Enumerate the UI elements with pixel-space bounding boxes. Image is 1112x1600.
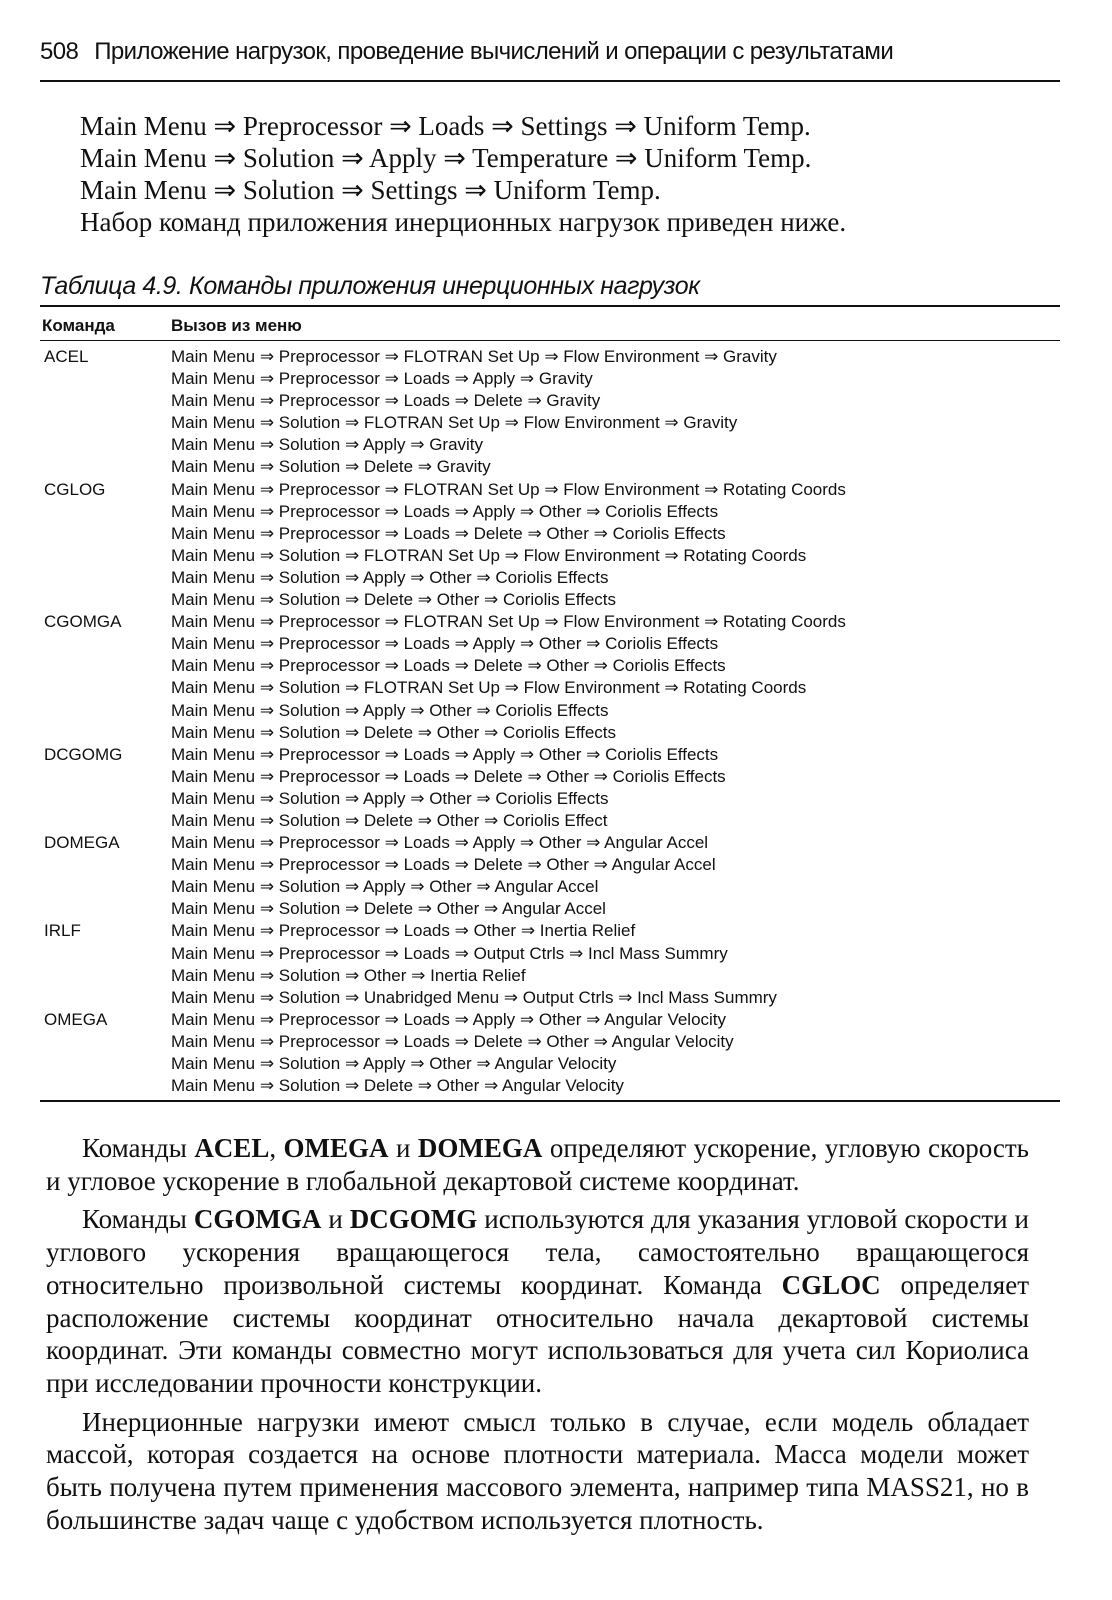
menu-paths-cell: [171, 920, 1060, 1008]
command-cell: DCGOMG: [44, 744, 123, 764]
running-header: [40, 38, 1060, 66]
command-cell: DOMEGA: [44, 833, 120, 853]
menu-path: Main Menu ⇒ Solution ⇒ Delete ⇒ Other ⇒ Angular Velocity: [171, 1076, 624, 1096]
table-caption: Таблица 4.9. Команды приложения инерционных нагрузок: [40, 272, 700, 300]
menu-path: Main Menu ⇒ Preprocessor ⇒ Loads ⇒ Delete ⇒ Other ⇒ Coriolis Effects: [171, 523, 726, 543]
text-run: ,: [269, 1133, 284, 1163]
table-top-rule: [40, 305, 1060, 307]
menu-path: Main Menu ⇒ Preprocessor ⇒ Loads ⇒ Apply ⇒ Gravity: [171, 369, 593, 389]
command-cell: CGLOG: [44, 479, 106, 499]
table-body: [40, 346, 1060, 1097]
menu-paths-cell: [171, 346, 1060, 479]
table-row: [40, 611, 1060, 744]
uniform-temp-menu-paths: [80, 110, 1040, 238]
column-header-command: Команда: [42, 316, 115, 335]
menu-path: Main Menu ⇒ Solution ⇒ Unabridged Menu ⇒ Output Ctrls ⇒ Incl Mass Summry: [171, 987, 777, 1007]
command-cell: ACEL: [44, 347, 89, 366]
menu-path: Main Menu ⇒ Preprocessor ⇒ FLOTRAN Set Up ⇒ Flow Environment ⇒ Rotating Coords: [171, 612, 846, 632]
menu-path: Main Menu ⇒ Preprocessor ⇒ Loads ⇒ Apply ⇒ Other ⇒ Angular Velocity: [171, 1009, 727, 1029]
text-run: используются для указания угловой скорости и углового ускорения вращающегося тела, самостоятельно вращающегося относительно произвольной системы координат. Команда: [46, 1204, 1029, 1300]
menu-paths-cell: [171, 1009, 1060, 1097]
command-cell: OMEGA: [44, 1009, 108, 1029]
menu-path: Main Menu ⇒ Solution ⇒ Apply ⇒ Other ⇒ Coriolis Effects: [171, 567, 609, 587]
menu-path: Main Menu ⇒ Preprocessor ⇒ Loads ⇒ Delete ⇒ Other ⇒ Coriolis Effects: [171, 766, 726, 786]
text-run: определяют ускорение, угловую скорость и угловое ускорение в глобальной декартовой системе координат.: [46, 1133, 1029, 1196]
table-row: [40, 346, 1060, 479]
menu-paths-cell: [171, 832, 1060, 920]
menu-path: Main Menu ⇒ Solution ⇒ Delete ⇒ Other ⇒ Coriolis Effects: [171, 722, 617, 742]
menu-path: Main Menu ⇒ Preprocessor ⇒ Loads ⇒ Delete ⇒ Other ⇒ Angular Velocity: [171, 1031, 734, 1051]
menu-path: Main Menu ⇒ Preprocessor ⇒ Loads ⇒ Apply ⇒ Other ⇒ Angular Accel: [171, 833, 709, 853]
command-cell: IRLF: [44, 921, 81, 941]
menu-path-line: Main Menu ⇒ Solution ⇒ Settings ⇒ Uniform Temp.: [80, 175, 661, 205]
menu-path: Main Menu ⇒ Solution ⇒ Apply ⇒ Other ⇒ Coriolis Effects: [171, 700, 609, 720]
header-rule: [40, 80, 1060, 82]
column-header-menu: Вызов из меню: [171, 316, 302, 335]
body-text: [46, 1132, 1029, 1542]
paragraph: [46, 1203, 1029, 1399]
command-name: CGLOC: [781, 1269, 881, 1300]
menu-path: Main Menu ⇒ Solution ⇒ FLOTRAN Set Up ⇒ Flow Environment ⇒ Rotating Coords: [171, 545, 807, 565]
menu-paths-cell: [171, 744, 1060, 832]
menu-path: Main Menu ⇒ Preprocessor ⇒ Loads ⇒ Apply ⇒ Other ⇒ Coriolis Effects: [171, 634, 719, 654]
table-bottom-rule: [40, 1100, 1060, 1102]
text-run: и: [388, 1133, 418, 1163]
menu-path: Main Menu ⇒ Preprocessor ⇒ Loads ⇒ Delete ⇒ Other ⇒ Angular Accel: [171, 855, 716, 875]
menu-path-line: Main Menu ⇒ Solution ⇒ Apply ⇒ Temperature ⇒ Uniform Temp.: [80, 143, 812, 173]
menu-path: Main Menu ⇒ Solution ⇒ FLOTRAN Set Up ⇒ Flow Environment ⇒ Gravity: [171, 413, 738, 433]
menu-path: Main Menu ⇒ Solution ⇒ Delete ⇒ Other ⇒ Coriolis Effect: [171, 810, 608, 830]
page-number: 508: [40, 38, 79, 65]
text-run: и: [321, 1204, 350, 1235]
text-run: Команды: [82, 1133, 195, 1163]
menu-path-line: Main Menu ⇒ Preprocessor ⇒ Loads ⇒ Settings ⇒ Uniform Temp.: [80, 111, 811, 141]
table-row: [40, 744, 1060, 832]
table-row: [40, 832, 1060, 920]
menu-path: Main Menu ⇒ Solution ⇒ FLOTRAN Set Up ⇒ Flow Environment ⇒ Rotating Coords: [171, 678, 807, 698]
menu-path: Main Menu ⇒ Preprocessor ⇒ Loads ⇒ Output Ctrls ⇒ Incl Mass Summry: [171, 943, 728, 963]
menu-path: Main Menu ⇒ Preprocessor ⇒ Loads ⇒ Other ⇒ Inertia Relief: [171, 921, 636, 941]
menu-path: Main Menu ⇒ Preprocessor ⇒ Loads ⇒ Apply ⇒ Other ⇒ Coriolis Effects: [171, 744, 719, 764]
menu-path: Main Menu ⇒ Preprocessor ⇒ FLOTRAN Set Up ⇒ Flow Environment ⇒ Gravity: [171, 347, 777, 366]
table-row: [40, 479, 1060, 612]
text-run: Команды: [82, 1204, 194, 1235]
menu-path: Main Menu ⇒ Preprocessor ⇒ Loads ⇒ Delete ⇒ Other ⇒ Coriolis Effects: [171, 656, 726, 676]
menu-path: Main Menu ⇒ Preprocessor ⇒ FLOTRAN Set Up ⇒ Flow Environment ⇒ Rotating Coords: [171, 479, 846, 499]
menu-path: Main Menu ⇒ Solution ⇒ Delete ⇒ Gravity: [171, 457, 491, 477]
command-name: ACEL: [194, 1133, 270, 1163]
table-header-rule: [40, 340, 1060, 341]
menu-path: Main Menu ⇒ Solution ⇒ Delete ⇒ Other ⇒ Coriolis Effects: [171, 590, 617, 610]
menu-path: Main Menu ⇒ Preprocessor ⇒ Loads ⇒ Apply ⇒ Other ⇒ Coriolis Effects: [171, 501, 719, 521]
menu-paths-cell: [171, 479, 1060, 612]
table-row: [40, 1009, 1060, 1097]
text-run: определяет расположение системы координат относительно начала декартовой системы координат. Эти команды совместно могут использоваться для учета сил Кориолиса при исследовании прочности конструкции.: [46, 1269, 1029, 1398]
intro-sentence: Набор команд приложения инерционных нагрузок приведен ниже.: [80, 207, 847, 237]
menu-path: Main Menu ⇒ Preprocessor ⇒ Loads ⇒ Delete ⇒ Gravity: [171, 391, 601, 411]
menu-path: Main Menu ⇒ Solution ⇒ Other ⇒ Inertia Relief: [171, 965, 526, 985]
menu-path: Main Menu ⇒ Solution ⇒ Delete ⇒ Other ⇒ Angular Accel: [171, 899, 606, 919]
table-row: [40, 920, 1060, 1008]
menu-paths-cell: [171, 611, 1060, 744]
menu-path: Main Menu ⇒ Solution ⇒ Apply ⇒ Other ⇒ Angular Accel: [171, 877, 599, 897]
command-cell: CGOMGA: [44, 612, 122, 632]
menu-path: Main Menu ⇒ Solution ⇒ Apply ⇒ Other ⇒ Angular Velocity: [171, 1054, 617, 1073]
command-name: CGOMGA: [193, 1204, 322, 1235]
command-name: DCGOMG: [349, 1204, 478, 1235]
running-title: Приложение нагрузок, проведение вычислений и операции с результатами: [94, 38, 894, 65]
paragraph: Инерционные нагрузки имеют смысл только в случае, если модель обладает массой, которая создается на основе плотности материала. Масса модели может быть получена путем применения массового элемента, например типа MASS21, но в большинстве задач чаще с удобством используется плотность.: [46, 1406, 1029, 1535]
command-name: OMEGA: [283, 1133, 389, 1163]
paragraph: [46, 1132, 1029, 1197]
command-name: DOMEGA: [417, 1133, 543, 1163]
menu-path: Main Menu ⇒ Solution ⇒ Apply ⇒ Gravity: [171, 435, 484, 455]
menu-path: Main Menu ⇒ Solution ⇒ Apply ⇒ Other ⇒ Coriolis Effects: [171, 788, 609, 808]
